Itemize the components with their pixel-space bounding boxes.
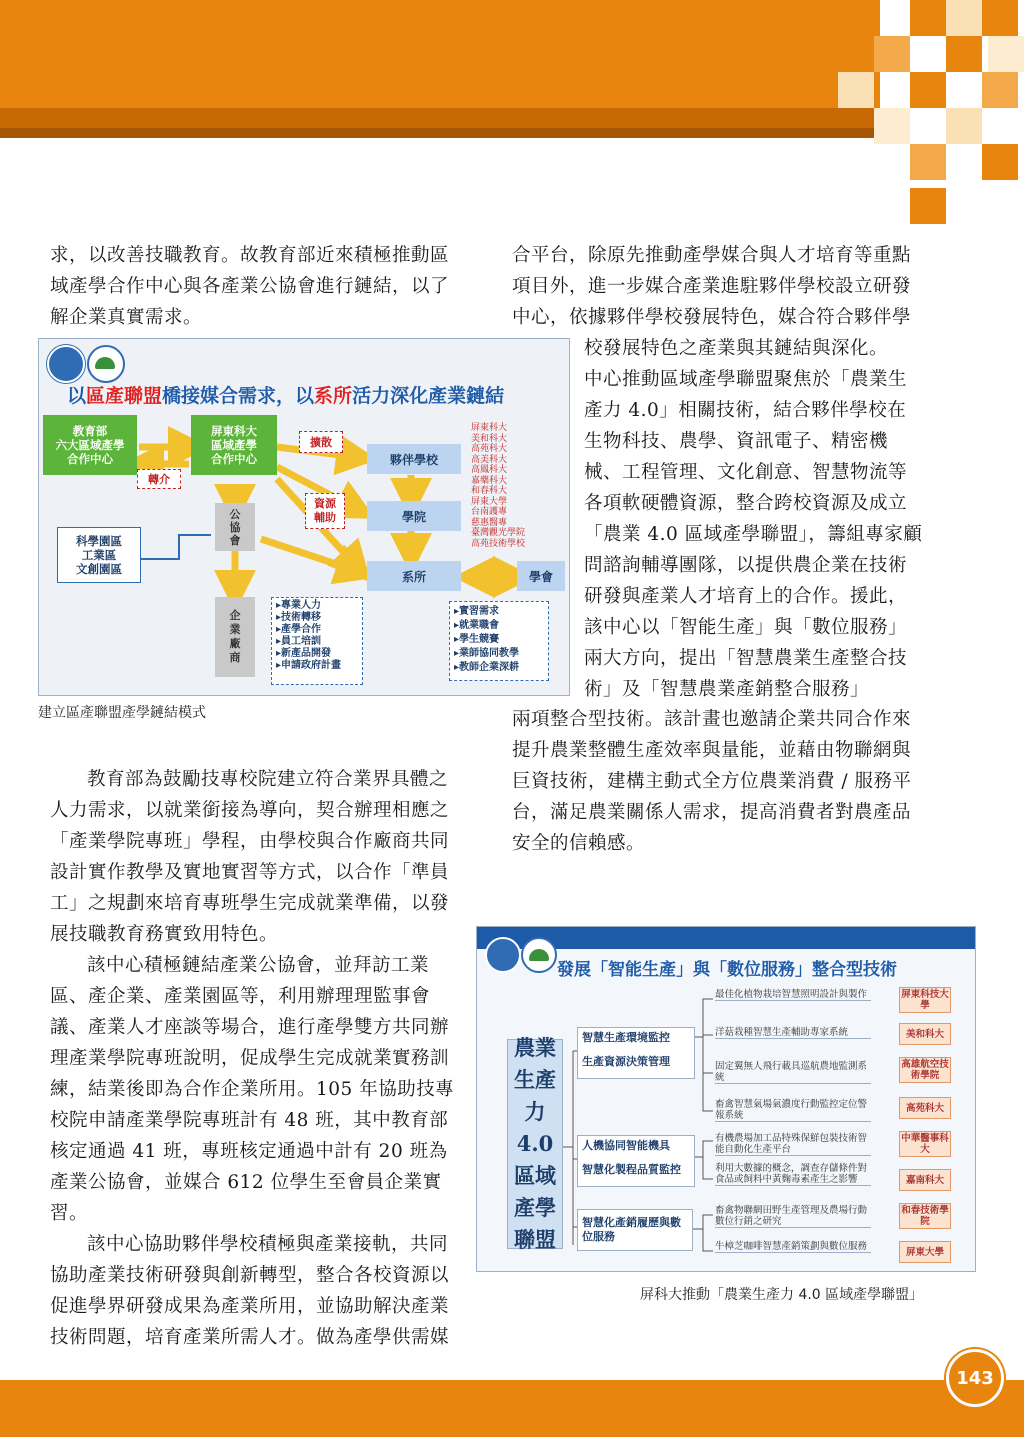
- category-label: 智慧化產銷履歷與數位服務: [577, 1209, 693, 1251]
- tech-item: 畜禽物聯網田野生產管理及農場行動數位行銷之研究: [715, 1205, 871, 1228]
- header-bar-shade: [0, 108, 880, 128]
- services-list: [271, 597, 363, 685]
- need-item: ▸學生競賽: [454, 634, 500, 645]
- category-label: 智慧生產環境監控: [582, 1031, 670, 1044]
- partner-schools-box: 夥伴學校: [367, 444, 461, 474]
- page-number: 143: [946, 1349, 1004, 1407]
- right-column-bottom: [512, 704, 924, 859]
- paragraph: 求，以改善技職教育。故教育部近來積極推動區域產學合作中心與各產業公協會進行鏈結，以了解企業真實需求。: [50, 245, 450, 328]
- school-box: 高雄航空技術學院: [899, 1057, 951, 1083]
- paragraph: 教育部為鼓勵技專校院建立符合業界具體之人力需求，以就業銜接為導向，契合辦理相應之「產業學院專班」學程，由學校與合作廠商共同設計實作教學及實地實習等方式，以合作「準員工」之規劃來培育專班學生完成就業準備，以發展技職教育務實致用特色。: [50, 769, 450, 945]
- school-name: 台南護專: [471, 507, 508, 517]
- needs-list: [449, 601, 549, 681]
- school-box: 高苑科大: [899, 1097, 951, 1119]
- figure-agri-alliance-diagram: [476, 926, 976, 1272]
- header-bar-shadow: [0, 128, 880, 138]
- referral-label: 轉介: [137, 469, 181, 489]
- figure-title: 以區產聯盟橋接媒合需求，以系所活力深化產業鏈結: [67, 385, 505, 407]
- school-name: 屏東科大: [471, 423, 508, 433]
- spread-label: 擴散: [299, 431, 343, 453]
- paragraph: 兩項整合型技術。該計畫也邀請企業共同合作來提升農業整體生產效率與量能，並藉由物聯網與巨資技術，建構主動式全方位農業消費 / 服務平台，滿足農業關係人需求，提高消費者對農產品安全的信賴感。: [512, 709, 912, 854]
- figure-caption: 建立區產聯盟產學鏈結模式: [38, 705, 206, 721]
- npust-center-box: 屏東科大 區域產學 合作中心: [191, 415, 277, 475]
- need-item: ▸教師企業深耕: [454, 662, 520, 673]
- industrial-parks-box: 科學園區 工業區 文創園區: [57, 527, 141, 583]
- school-box: 嘉南科大: [899, 1169, 951, 1191]
- figure-title: 發展「智能生產」與「數位服務」整合型技術: [557, 960, 897, 980]
- service-item: ▸專業人力: [276, 600, 322, 611]
- need-item: ▸實習需求: [454, 606, 500, 617]
- school-name: 高苑技術學校: [471, 538, 526, 549]
- school-name: 美和科大: [471, 433, 508, 444]
- resource-label: 資源 輔助: [305, 493, 345, 529]
- alliance-label: 農業生產力4.0區域產學聯盟: [507, 1039, 563, 1249]
- school-name: 嘉藥科大: [471, 475, 508, 486]
- school-box: 屏東大學: [899, 1241, 951, 1263]
- figure-industry-alliance-diagram: [38, 338, 570, 696]
- service-item: ▸新產品開發: [276, 648, 332, 659]
- footer-bar: [0, 1380, 1024, 1437]
- tech-item: 利用大數據的概念，調查存儲條件對食品或飼料中黃麴毒素產生之影響: [715, 1163, 871, 1186]
- tech-item: 牛樟芝咖啡智慧產銷策劃與數位服務: [715, 1241, 871, 1253]
- school-box: 美和科大: [899, 1023, 951, 1045]
- department-box: 系所: [367, 561, 461, 591]
- school-name: 屏東大學: [471, 496, 508, 507]
- paragraph: 該中心積極鏈結產業公協會，並拜訪工業區、產企業、產業園區等，利用辦理理監事會議、產業人才座談等場合，進行產學雙方共同辦理產業學院專班說明，促成學生完成就業實務訓練，結業後即為合作企業所用。105 年協助技專校院申請產業學院專班計有 48 班，其中教育部核定通過 41 班，專班核定通過中計有 20 班為產業公協會，並媒合 612 位學生至會員企業實習。: [50, 955, 455, 1224]
- paragraph: 校發展特色之產業與其鏈結與深化。 中心推動區域產學聯盟聚焦於「農業生產力 4.0」相關技術，結合夥伴學校在生物科技、農學、資訊電子、精密機械、工程管理、文化創意、智慧物流等各項軟硬體資源，整合跨校資源及成立「農業 4.0 區域產學聯盟」，籌組專家顧問諮詢輔導團隊，以提供農企業在技術研發與產業人才培育上的合作。援此，該中心以「智能生產」與「數位服務」兩大方向，提出「智慧農業生產整合技術」及「智慧農業產銷整合服務」: [584, 338, 923, 700]
- school-name: 高美科大: [471, 454, 508, 465]
- school-name: 高鳳科大: [471, 465, 508, 475]
- school-box: 中華醫事科大: [899, 1131, 951, 1157]
- association-box: 公 協 會: [215, 503, 255, 551]
- category-label: 人機協同智能機具: [582, 1139, 670, 1152]
- tech-item: 洋菇栽種智慧生產輔助專家系統: [715, 1027, 871, 1039]
- right-column-top: [512, 240, 924, 333]
- enterprises-box: 企 業 廠 商: [215, 597, 255, 677]
- left-column-main: [50, 764, 462, 1353]
- school-name: 慈惠醫專: [471, 517, 508, 528]
- society-box: 學會: [517, 561, 565, 591]
- tech-item: 固定翼無人飛行載具巡航農地監測系統: [715, 1061, 871, 1084]
- service-item: ▸申請政府計畫: [276, 660, 342, 671]
- middle-category-group: [577, 1027, 695, 1079]
- figure-caption: 屏科大推動「農業生產力 4.0 區域產學聯盟」: [640, 1287, 924, 1303]
- category-label: 智慧化製程品質監控: [582, 1163, 681, 1176]
- need-item: ▸就業職會: [454, 620, 500, 631]
- school-box: 和春技術學院: [899, 1203, 951, 1229]
- school-name: 高苑科大: [471, 444, 508, 454]
- tech-item: 畜禽智慧氣場氣濃度行動監控定位警報系統: [715, 1099, 871, 1122]
- paragraph: 該中心協助夥伴學校積極與產業接軌，共同協助產業技術研發與創新轉型，整合各校資源以促進學界研發成果為產業所用，並協助解決產業技術問題，培育產業所需人才。做為產學供需媒: [50, 1234, 450, 1348]
- category-label: 生產資源決策管理: [582, 1055, 670, 1068]
- service-item: ▸員工培訓: [276, 636, 322, 647]
- service-item: ▸產學合作: [276, 624, 322, 635]
- paragraph: 合平台，除原先推動產學媒合與人才培育等重點項目外，進一步媒合產業進駐夥伴學校設立研發中心，依據夥伴學校發展特色，媒合符合夥伴學: [512, 245, 912, 328]
- college-box: 學院: [367, 501, 461, 531]
- header-bar: [0, 0, 880, 108]
- right-column-indented: [584, 333, 924, 705]
- need-item: ▸業師協同教學: [454, 648, 520, 659]
- middle-category-group: [577, 1135, 695, 1187]
- moe-center-box: 教育部 六大區域產學 合作中心: [43, 415, 137, 475]
- service-item: ▸技術轉移: [276, 612, 322, 623]
- tech-item: 最佳化植物栽培智慧照明設計與製作: [715, 989, 871, 1001]
- tech-item: 有機農場加工品特殊保鮮包裝技術智能自動化生產平台: [715, 1133, 871, 1156]
- left-column-top: [50, 240, 462, 333]
- school-name: 臺灣觀光學院: [471, 528, 526, 538]
- partner-schools-list: [471, 423, 561, 549]
- school-box: 屏東科技大學: [899, 987, 951, 1013]
- school-name: 和春科大: [471, 486, 508, 496]
